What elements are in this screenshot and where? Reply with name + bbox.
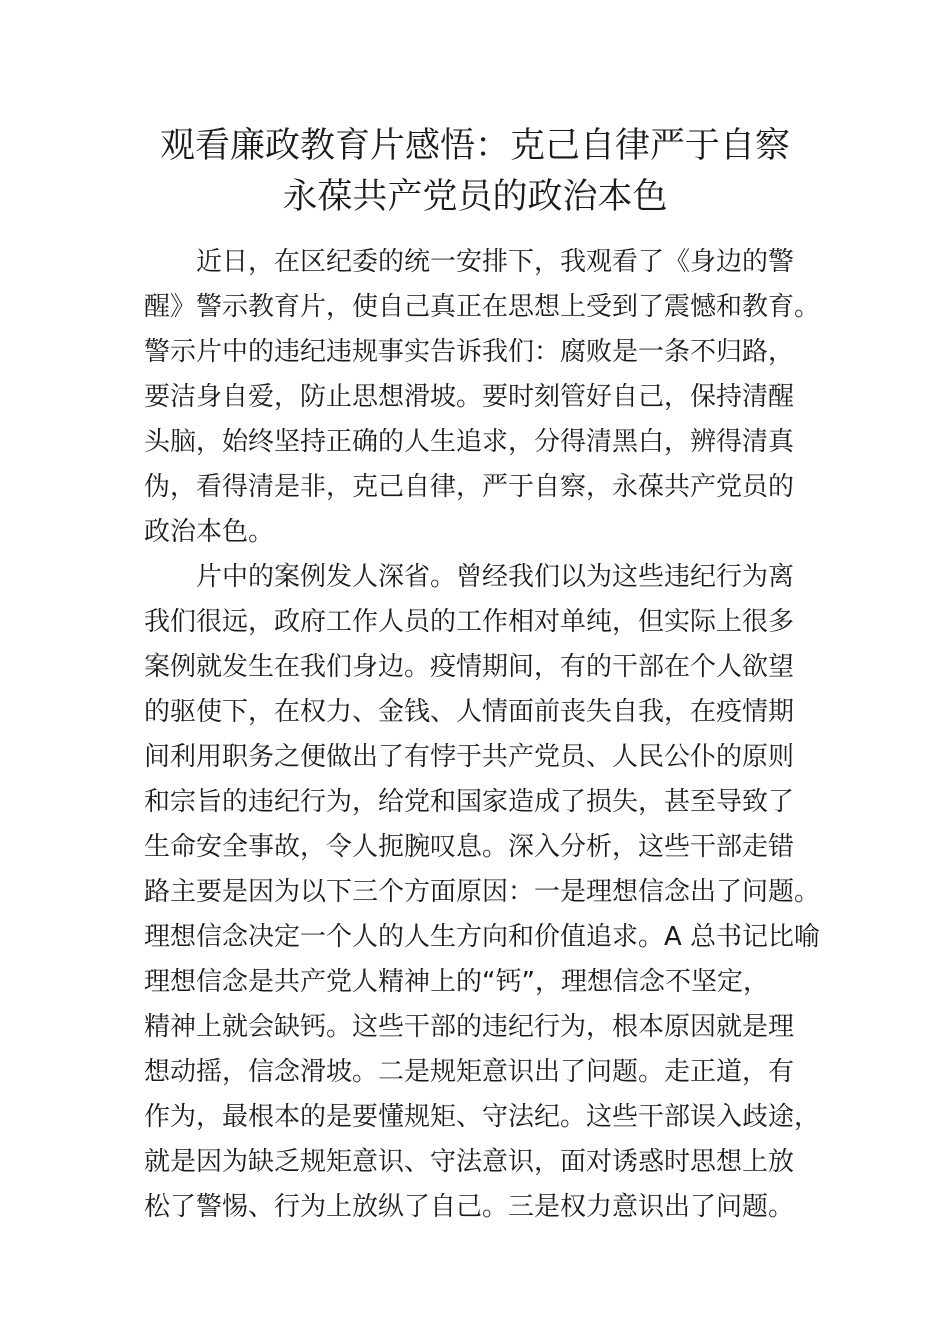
paragraph-line: 伪，看得清是非，克己自律，严于自察，永葆共产党员的: [144, 472, 795, 502]
paragraph-line: 警示片中的违纪违规事实告诉我们：腐败是一条不归路，: [144, 337, 795, 367]
paragraph-line: 理想信念是共产党人精神上的“钙”，理想信念不坚定，: [144, 967, 769, 997]
paragraph-line: 想动摇，信念滑坡。二是规矩意识出了问题。走正道，有: [144, 1057, 795, 1087]
paragraph-line: 精神上就会缺钙。这些干部的违纪行为，根本原因就是理: [144, 1012, 795, 1042]
paragraph-line: 和宗旨的违纪行为，给党和国家造成了损失，甚至导致了: [144, 787, 795, 817]
paragraph-line: 醒》警示教育片，使自己真正在思想上受到了震憾和教育。: [144, 292, 821, 322]
paragraph-line: 路主要是因为以下三个方面原因：一是理想信念出了问题。: [144, 877, 821, 907]
paragraph-line: 间利用职务之便做出了有悖于共产党员、人民公仆的原则: [144, 742, 795, 772]
paragraph-line: 松了警惕、行为上放纵了自己。三是权力意识出了问题。: [144, 1192, 795, 1222]
paragraph-line: 政治本色。: [144, 517, 275, 547]
paragraph-line: 头脑，始终坚持正确的人生追求，分得清黑白，辨得清真: [144, 427, 795, 457]
paragraph-2: [144, 555, 821, 1230]
paragraph-1: [144, 240, 821, 555]
paragraph-line: 要洁身自爱，防止思想滑坡。要时刻管好自己，保持清醒: [144, 382, 795, 412]
document-title-line-2: 永葆共产党员的政治本色: [282, 177, 668, 217]
paragraph-line: 近日，在区纪委的统一安排下，我观看了《身边的警: [196, 247, 795, 277]
paragraph-line: 片中的案例发人深省。曾经我们以为这些违纪行为离: [196, 562, 795, 592]
paragraph-line: 生命安全事故，令人扼腕叹息。深入分析，这些干部走错: [144, 832, 795, 862]
paragraph-line: 作为，最根本的是要懂规矩、守法纪。这些干部误入歧途，: [144, 1102, 821, 1132]
document-title-line-1: 观看廉政教育片感悟：克己自律严于自察: [159, 126, 790, 166]
paragraph-line: 我们很远，政府工作人员的工作相对单纯，但实际上很多: [144, 607, 795, 637]
document-body: [144, 240, 821, 1230]
paragraph-line: 案例就发生在我们身边。疫情期间，有的干部在个人欲望: [144, 652, 795, 682]
paragraph-line: 的驱使下，在权力、金钱、人情面前丧失自我，在疫情期: [144, 697, 795, 727]
paragraph-line: 就是因为缺乏规矩意识、守法意识，面对诱惑时思想上放: [144, 1147, 795, 1177]
paragraph-line: 理想信念决定一个人的人生方向和价值追求。A 总书记比喻: [144, 922, 821, 952]
